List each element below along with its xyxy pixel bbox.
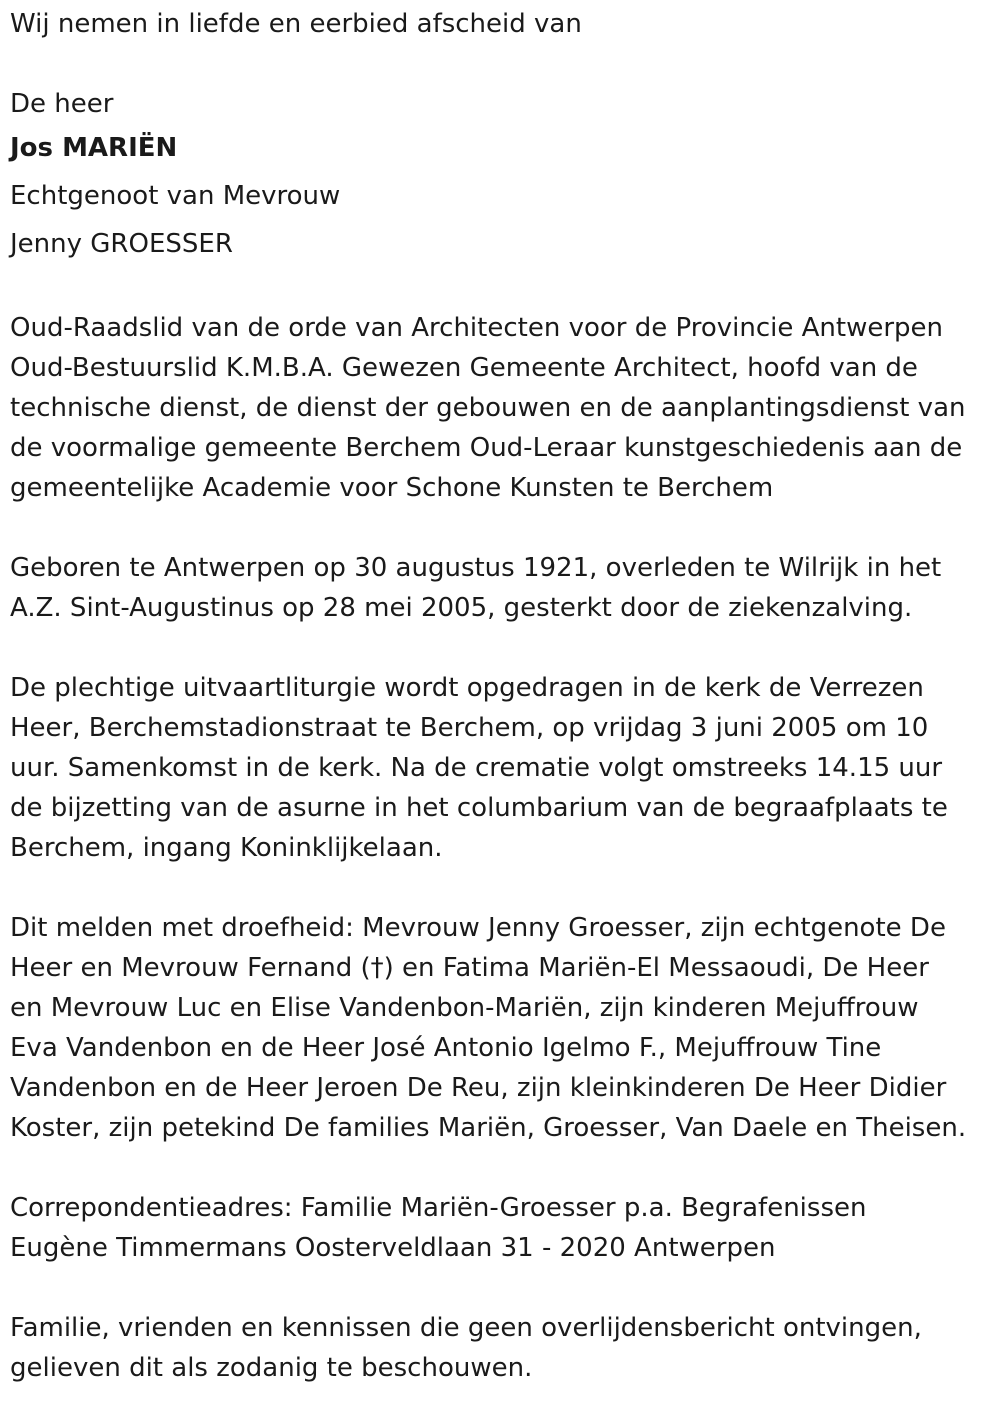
spacer — [10, 508, 995, 548]
text-line: De plechtige uitvaartliturgie wordt opgedragen in de kerk de Verrezen — [10, 673, 924, 703]
text-line: uur. Samenkomst in de kerk. Na de crematie volgt omstreeks 14.15 uur — [10, 753, 943, 783]
text-line: Koster, zijn petekind De families Mariën, Groesser, Van Daele en Theisen. — [10, 1113, 967, 1143]
closing-paragraph — [10, 1308, 995, 1388]
text-line: Familie, vrienden en kennissen die geen overlijdensbericht ontvingen, — [10, 1313, 922, 1343]
text-line: de voormalige gemeente Berchem Oud-Leraar kunstgeschiedenis aan de — [10, 433, 963, 463]
text-line: Eugène Timmermans Oosterveldlaan 31 - 2020 Antwerpen — [10, 1233, 776, 1263]
text-line: Dit melden met droefheid: Mevrouw Jenny Groesser, zijn echtgenote De — [10, 913, 946, 943]
text-line: Vandenbon en de Heer Jeroen De Reu, zijn kleinkinderen De Heer Didier — [10, 1073, 947, 1103]
career-paragraph — [10, 308, 995, 508]
text-line: de bijzetting van de asurne in het columbarium van de begraafplaats te — [10, 793, 948, 823]
spacer — [10, 268, 995, 308]
spacer — [10, 868, 995, 908]
birth-death-paragraph — [10, 548, 995, 628]
text-line: Heer en Mevrouw Fernand (†) en Fatima Mariën-El Messaoudi, De Heer — [10, 953, 929, 983]
text-line: technische dienst, de dienst der gebouwen en de aanplantingsdienst van — [10, 393, 966, 423]
text-line: Oud-Raadslid van de orde van Architecten voor de Provincie Antwerpen — [10, 313, 943, 343]
text-line: Eva Vandenbon en de Heer José Antonio Igelmo F., Mejuffrouw Tine — [10, 1033, 882, 1063]
spacer — [10, 1268, 995, 1308]
intro-text: Wij nemen in liefde en eerbied afscheid van — [10, 9, 582, 39]
family-paragraph — [10, 908, 995, 1148]
text-line: en Mevrouw Luc en Elise Vandenbon-Mariën, zijn kinderen Mejuffrouw — [10, 993, 919, 1023]
text-line: A.Z. Sint-Augustinus op 28 mei 2005, gesterkt door de ziekenzalving. — [10, 593, 913, 623]
text-line: Berchem, ingang Koninklijkelaan. — [10, 833, 443, 863]
funeral-paragraph — [10, 668, 995, 868]
text-line: Geboren te Antwerpen op 30 augustus 1921, overleden te Wilrijk in het — [10, 553, 942, 583]
spouse-label: Echtgenoot van Mevrouw — [10, 181, 341, 211]
text-line: gelieven dit als zodanig te beschouwen. — [10, 1353, 533, 1383]
spouse-name: Jenny GROESSER — [10, 229, 233, 259]
spacer — [10, 44, 995, 84]
spacer — [10, 628, 995, 668]
address-paragraph — [10, 1188, 995, 1268]
text-line: gemeentelijke Academie voor Schone Kunsten te Berchem — [10, 473, 774, 503]
salutation: De heer — [10, 89, 114, 119]
obituary-text — [10, 4, 995, 1388]
text-line: Oud-Bestuurslid K.M.B.A. Gewezen Gemeente Architect, hoofd van de — [10, 353, 918, 383]
text-line: Heer, Berchemstadionstraat te Berchem, op vrijdag 3 juni 2005 om 10 — [10, 713, 929, 743]
deceased-name: Jos MARIËN — [10, 133, 178, 163]
text-line: Correpondentieadres: Familie Mariën-Groesser p.a. Begrafenissen — [10, 1193, 867, 1223]
spacer — [10, 1148, 995, 1188]
